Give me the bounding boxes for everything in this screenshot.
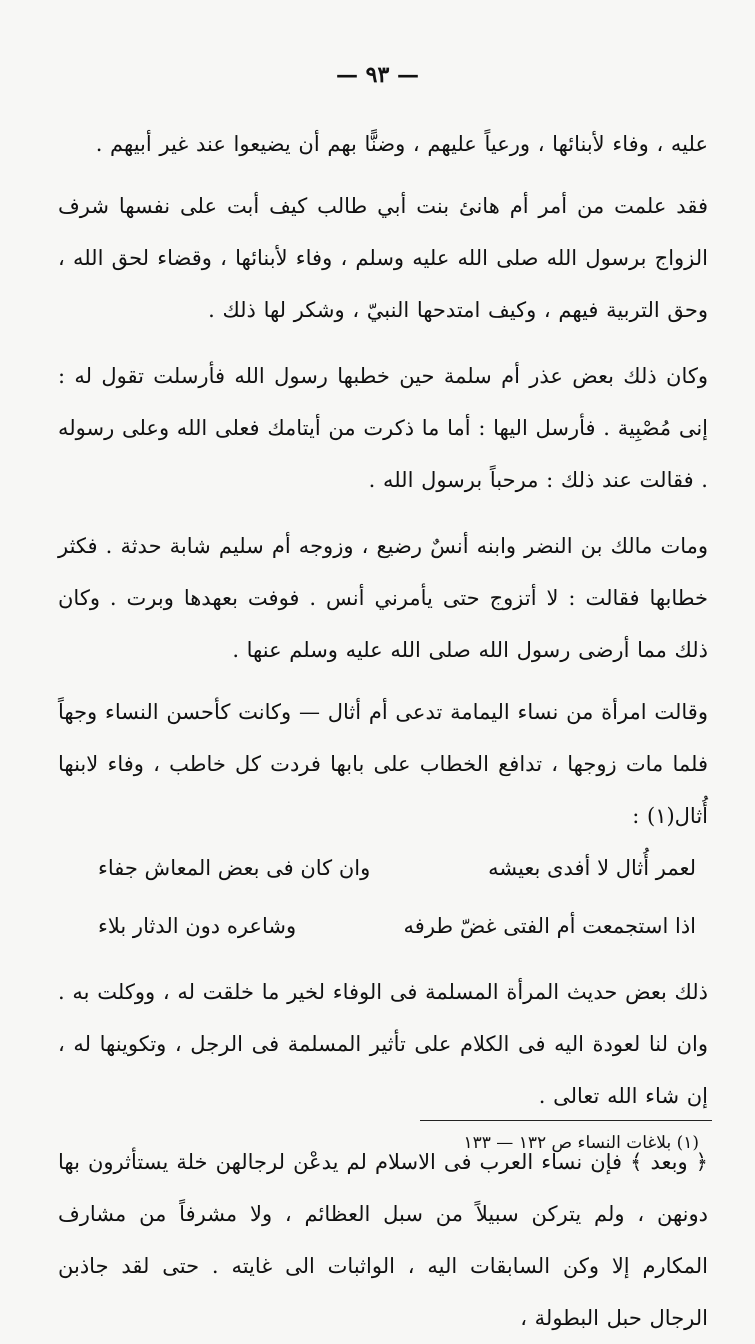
page-number: — ٩٣ —	[336, 62, 419, 88]
page-body	[58, 118, 708, 1344]
paragraph-6: ذلك بعض حديث المرأة المسلمة فى الوفاء لخير ما خلقت له ، ووكلت به . وان لنا لعودة اليه فى الكلام على تأثير المسلمة فى الرجل ، وتكوينها له ، إن شاء الله تعالى .	[58, 980, 708, 1108]
verse-hemistich-left: وان كان فى بعض المعاش جفاء	[98, 856, 371, 880]
footnote: (١) بلاغات النساء ص ١٣٢ — ١٣٣	[463, 1133, 699, 1153]
footnote-divider	[420, 1120, 712, 1121]
paragraph-3: وكان ذلك بعض عذر أم سلمة حين خطبها رسول الله فأرسلت تقول له : إنى مُصْبِية . فأرسل اليها : أما ما ذكرت من أيتامك فعلى الله وعلى رسوله . فقالت عند ذلك : مرحباً برسول الله .	[58, 364, 708, 492]
verse-hemistich-right: لعمر أُثال لا أفدى بعيشه	[488, 856, 696, 880]
paragraph-7: ﴿ وبعد ﴾ فإن نساء العرب فى الاسلام لم يدعْن لرجالهن خلة يستأثرون بها دونهن ، ولم يتركن سبيلاً من سبل العظائم ، ولا مشرفاً من مشارف المكارم إلا وكن السابقات اليه ، الواثبات الى غايته . حتى لقد جاذبن الرجال حبل البطولة ،	[58, 1150, 708, 1330]
paragraph-4: ومات مالك بن النضر وابنه أنسٌ رضيع ، وزوجه أم سليم شابة حدثة . فكثر خطابها فقالت : لا أتزوج حتى يأمرني أنس . فوفت بعهدها وبرت . وكان ذلك مما أرضى رسول الله صلى الله عليه وسلم عنها .	[58, 534, 708, 662]
poem-verse	[58, 842, 708, 894]
paragraph-2: فقد علمت من أمر أم هانئ بنت أبي طالب كيف أبت على نفسها شرف الزواج برسول الله صلى الله عليه وسلم ، وفاء لأبنائها ، وقضاء لحق الله ، وحق التربية فيهم ، وكيف امتدحها النبيّ ، وشكر لها ذلك .	[58, 194, 708, 322]
paragraph-1: عليه ، وفاء لأبنائها ، ورعياً عليهم ، وضنًّا بهم أن يضيعوا عند غير أبيهم .	[95, 132, 708, 156]
poem-verse	[58, 900, 708, 952]
verse-hemistich-left: وشاعره دون الدثار بلاء	[98, 914, 297, 938]
poem	[58, 842, 708, 952]
paragraph-5: وقالت امرأة من نساء اليمامة تدعى أم أثال — وكانت كأحسن النساء وجهاً فلما مات زوجها ، تدافع الخطاب على بابها فردت كل خاطب ، وفاء لابنها أُثال(١) :	[58, 700, 708, 828]
verse-hemistich-right: اذا استجمعت أم الفتى غضّ طرفه	[403, 914, 696, 938]
